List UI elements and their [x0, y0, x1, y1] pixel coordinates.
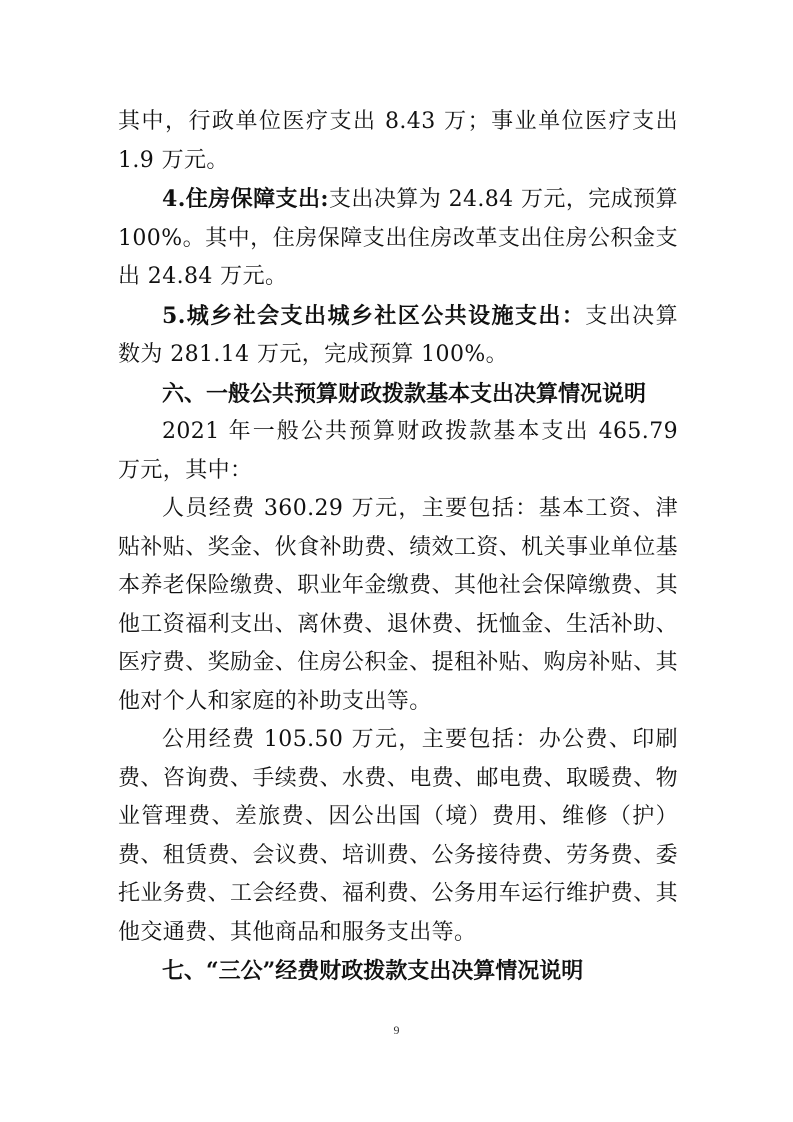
paragraph-public-costs: 公用经费 105.50 万元，主要包括：办公费、印刷费、咨询费、手续费、水费、电费、邮电费、取暖费、物业管理费、差旅费、因公出国（境）费用、维修（护）费、租赁费、会议费、培训费、公务接待费、劳务费、委托业务费、工会经费、福利费、公务用车运行维护费、其他交通费、其他商品和服务支出等。 — [118, 727, 679, 945]
paragraph-basic-expenditure: 2021 年一般公共预算财政拨款基本支出 465.79 万元，其中： — [118, 419, 678, 483]
paragraph-medical-detail: 其中，行政单位医疗支出 8.43 万；事业单位医疗支出 1.9 万元。 — [118, 109, 678, 173]
paragraph-urban-rural — [118, 297, 678, 375]
paragraph-housing — [118, 180, 678, 297]
urban-rural-label: 5.城乡社会支出城乡社区公共设施支出： — [162, 302, 586, 329]
section-heading-six: 六、一般公共预算财政拨款基本支出决算情况说明 — [162, 380, 647, 407]
housing-text: 支出决算为 24.84 万元，完成预算 100%。其中，住房保障支出住房改革支出住房公积金支出 24.84 万元。 — [118, 187, 678, 289]
page-content — [118, 103, 678, 991]
page-number: 9 — [393, 1023, 400, 1037]
housing-label: 4.住房保障支出: — [162, 186, 329, 212]
paragraph-personnel-costs: 人员经费 360.29 万元，主要包括：基本工资、津贴补贴、奖金、伙食补助费、绩效工资、机关事业单位基本养老保险缴费、职业年金缴费、其他社会保障缴费、其他工资福利支出、离休费、退休费、抚恤金、生活补助、医疗费、奖励金、住房公积金、提租补贴、购房补贴、其他对个人和家庭的补助支出等。 — [118, 496, 679, 714]
urban-rural-text: 支出决算数为 281.14 万元，完成预算 100%。 — [118, 303, 678, 367]
section-heading-seven: 七、“三公”经费财政拨款支出决算情况说明 — [162, 958, 584, 984]
